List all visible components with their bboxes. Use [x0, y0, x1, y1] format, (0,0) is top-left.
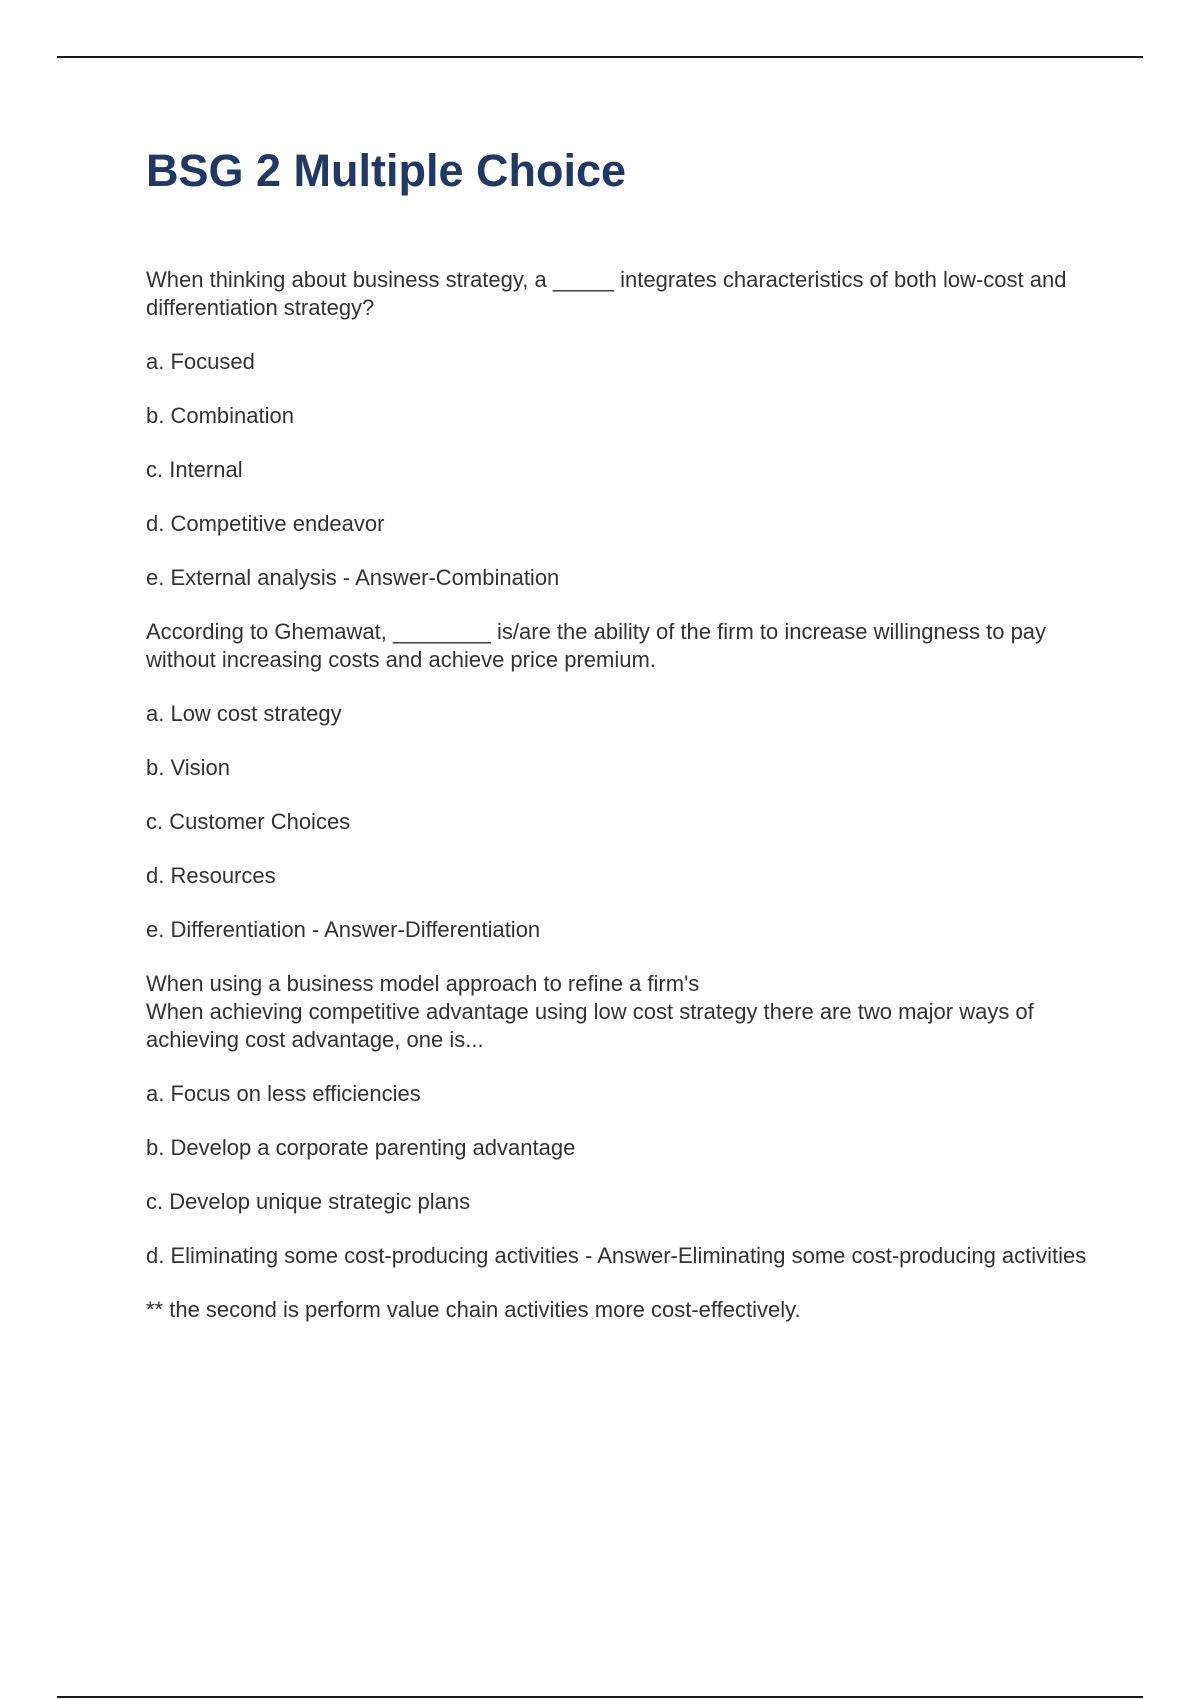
question-1-option-c: c. Internal	[146, 457, 243, 482]
question-2-text: According to Ghemawat, ________ is/are the ability of the firm to increase willingness to pay without increasing costs and achieve price premium.	[146, 619, 1047, 672]
question-1-option-b: b. Combination	[146, 403, 294, 428]
question-3-line-2: When achieving competitive advantage using low cost strategy there are two major ways of achieving cost advantage, one is...	[146, 999, 1034, 1052]
question-3-option-a: a. Focus on less efficiencies	[146, 1081, 421, 1106]
question-2-option-b: b. Vision	[146, 755, 230, 780]
question-2-option-a: a. Low cost strategy	[146, 701, 342, 726]
question-1-text: When thinking about business strategy, a _____ integrates characteristics of both low-cost and differentiation strategy?	[146, 267, 1067, 320]
question-2-option-c: c. Customer Choices	[146, 809, 351, 834]
top-rule	[57, 56, 1143, 58]
question-2-option-d: d. Resources	[146, 863, 276, 888]
question-1-option-e-answer: e. External analysis - Answer-Combination	[146, 565, 560, 590]
document-title: BSG 2 Multiple Choice	[146, 145, 627, 196]
question-3-note: ** the second is perform value chain activities more cost-effectively.	[146, 1297, 801, 1322]
question-3-text	[146, 970, 1096, 1054]
question-1-option-d: d. Competitive endeavor	[146, 511, 385, 536]
question-3-option-c: c. Develop unique strategic plans	[146, 1189, 471, 1214]
document-body	[146, 140, 1096, 1350]
bottom-rule	[57, 1696, 1143, 1698]
question-1-option-a: a. Focused	[146, 349, 255, 374]
question-3-option-d-answer: d. Eliminating some cost-producing activities - Answer-Eliminating some cost-producing activities	[146, 1243, 1087, 1268]
question-3-option-b: b. Develop a corporate parenting advantage	[146, 1135, 576, 1160]
question-3-line-1: When using a business model approach to refine a firm's	[146, 971, 700, 996]
question-2-option-e-answer: e. Differentiation - Answer-Differentiation	[146, 917, 541, 942]
